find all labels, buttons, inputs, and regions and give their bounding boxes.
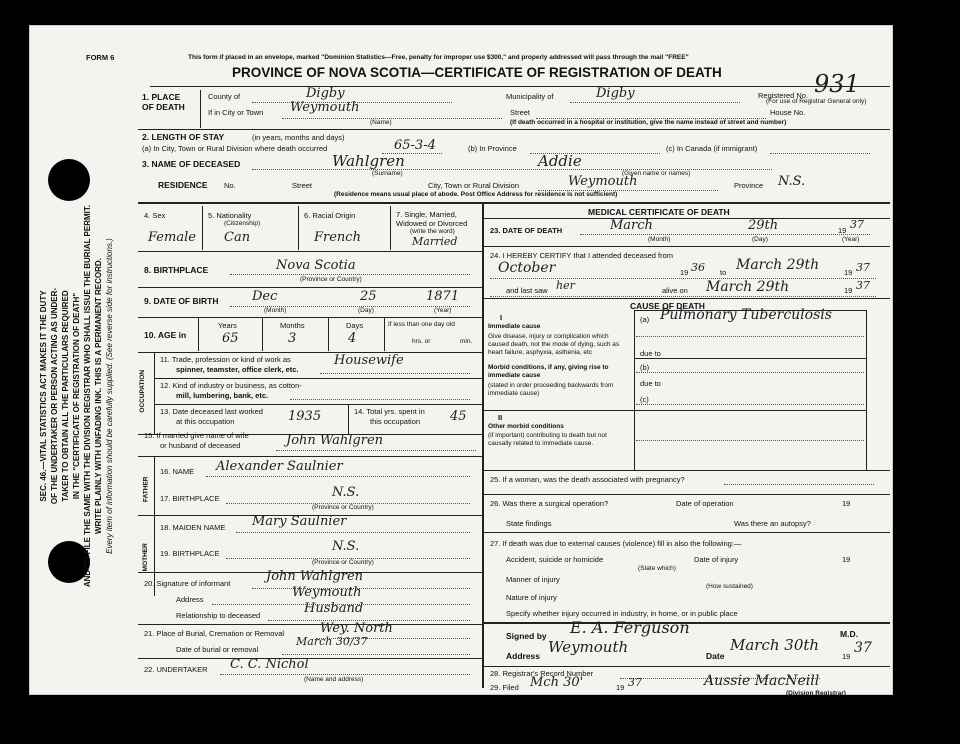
side-line: AND TO FILE THE SAME WITH THE DIVISION REGISTRAR WHO SHALL ISSUE THE BURIAL PERMIT. — [83, 204, 92, 588]
roman-two: II — [498, 413, 503, 422]
nationality-value: Can — [224, 230, 251, 245]
age-months-value: 3 — [288, 331, 297, 346]
immediate-label: Immediate cause — [488, 323, 541, 330]
signature-date-label: Date — [706, 651, 725, 661]
months-label: Months — [280, 321, 305, 330]
attended-from-prefix: 19 — [680, 268, 689, 277]
years-label: Years — [218, 321, 237, 330]
cause-a-label: (a) — [640, 315, 650, 324]
informant-address-value: Weymouth — [292, 585, 362, 600]
autopsy-label: Was there an autopsy? — [734, 519, 811, 528]
street-label: Street — [510, 108, 531, 117]
city-label: If in City or Town — [208, 108, 264, 117]
occupation-vertical: OCCUPATION — [139, 369, 147, 413]
month-caption: (Month) — [264, 307, 287, 314]
last-saw-date: March 29th — [706, 279, 790, 295]
hospital-note: (If death occurred in a hospital or institution, give the name instead of street and number) — [510, 119, 787, 126]
municipality-label: Municipality of — [506, 92, 554, 101]
county-value: Digby — [306, 86, 345, 101]
house-no-label: House No. — [770, 108, 806, 117]
other-morbid-desc: (if important) contributing to death but not causally related to immediate cause. — [488, 432, 607, 447]
last-worked-hint: at this occupation — [176, 417, 235, 426]
immediate-desc: Give disease, injury or complication which caused death, not the mode of dying, such as heart failure, asphyxia, asthenia, etc — [488, 333, 620, 356]
other-morbid-label: Other morbid conditions — [488, 423, 564, 430]
informant-label: 20. Signature of informant — [144, 579, 231, 588]
signed-by-label: Signed by — [506, 631, 547, 641]
father-birthplace-value: N.S. — [332, 485, 360, 500]
relationship-label: Relationship to deceased — [176, 611, 261, 620]
certify-label: 24. I HEREBY CERTIFY that I attended deceased from — [490, 251, 674, 260]
signature-date-value: March 30th — [730, 636, 820, 654]
specify-label: Specify whether injury occurred in industry, in home, or in public place — [506, 609, 738, 618]
accident-label: Accident, suicide or homicide — [506, 555, 604, 564]
md-label: M.D. — [840, 629, 858, 639]
stay-city-value: 65-3-4 — [394, 138, 436, 153]
to-label: to — [720, 268, 727, 277]
sex-label: 4. Sex — [144, 211, 166, 220]
residence-city-value: Weymouth — [568, 174, 638, 189]
burial-place-value: Wey. North — [320, 621, 393, 636]
last-worked-label: 13. Date deceased last worked — [160, 407, 263, 416]
municipality-value: Digby — [596, 86, 635, 101]
residence-province-value: N.S. — [778, 174, 806, 189]
medical-header: MEDICAL CERTIFICATE OF DEATH — [588, 207, 730, 217]
nationality-label: 5. Nationality — [208, 211, 252, 220]
death-day-value: 29th — [748, 218, 779, 233]
trade-hint: spinner, teamster, office clerk, etc. — [176, 365, 299, 374]
informant-address-label: Address — [176, 595, 204, 604]
cause-a-value: Pulmonary Tuberculosis — [660, 307, 832, 323]
stay-province-label: (b) In Province — [468, 144, 517, 153]
undertaker-label: 22. UNDERTAKER — [144, 665, 208, 674]
total-years-hint: this occupation — [370, 417, 421, 426]
father-name-label: 16. NAME — [160, 467, 195, 476]
division-registrar-caption: (Division Registrar) — [786, 690, 846, 697]
birthplace-label: 8. BIRTHPLACE — [144, 265, 209, 275]
informant-signature: John Wahlgren — [266, 569, 364, 584]
spouse-hint: or husband of deceased — [160, 441, 241, 450]
state-which-caption: (State which) — [638, 565, 676, 572]
mother-vertical: MOTHER — [141, 543, 149, 572]
injury-date-label: Date of injury — [694, 555, 739, 564]
registered-no-value: 931 — [814, 70, 860, 98]
given-caption: (Given name or names) — [622, 170, 691, 177]
operation-year-prefix: 19 — [842, 499, 851, 508]
mother-name-label: 18. MAIDEN NAME — [160, 523, 226, 532]
due-to-2: due to — [640, 379, 661, 388]
burial-date-label: Date of burial or removal — [176, 645, 259, 654]
city-value: Weymouth — [290, 100, 360, 115]
last-saw-year: 37 — [856, 279, 870, 292]
residence-province-label: Province — [734, 181, 764, 190]
industry-label: 12. Kind of industry or business, as cotton- — [160, 381, 302, 390]
hrs-label: hrs. or — [412, 338, 431, 345]
industry-hint: mill, lumbering, bank, etc. — [176, 391, 269, 400]
death-year-caption: (Year) — [842, 236, 860, 243]
sex-value: Female — [148, 230, 196, 245]
q27-label: 27. If death was due to external causes (violence) fill in also the following:— — [490, 539, 742, 548]
residence-no-label: No. — [224, 181, 236, 190]
dob-label: 9. DATE OF BIRTH — [144, 296, 219, 306]
death-month-caption: (Month) — [648, 236, 671, 243]
state-findings-label: State findings — [506, 519, 552, 528]
morbid-label: Morbid conditions, if any, giving rise to immediate cause — [488, 364, 609, 379]
spouse-value: John Wahlgren — [286, 433, 384, 448]
deceased-label: 3. NAME OF DECEASED — [142, 159, 241, 169]
less-day-label: If less than one day old — [388, 321, 455, 328]
morbid-desc: (stated in order proceeding backwards from immediate cause) — [488, 382, 614, 397]
birthplace-caption: (Province or Country) — [300, 276, 362, 283]
length-of-stay-label: 2. LENGTH OF STAY — [142, 132, 225, 142]
name-caption: (Name) — [370, 119, 392, 126]
signature-address-label: Address — [506, 651, 541, 661]
filed-value: Mch 30' — [530, 675, 584, 690]
spouse-label: 15. If married give name of wife — [144, 431, 249, 440]
signature-year-value: 37 — [854, 640, 872, 656]
registrar-note: (For use of Registrar General only) — [766, 98, 867, 105]
q26-label: 26. Was there a surgical operation? — [490, 499, 609, 508]
surname-caption: (Surname) — [372, 170, 403, 177]
page-title: PROVINCE OF NOVA SCOTIA—CERTIFICATE OF REGISTRATION OF DEATH — [232, 65, 722, 80]
marital-caption: (write the word) — [410, 228, 455, 235]
racial-label: 6. Racial Origin — [304, 211, 356, 220]
signed-by-value: E. A. Ferguson — [570, 618, 690, 637]
residence-label: RESIDENCE — [158, 180, 208, 190]
division-registrar-signature: Aussie MacNeill — [704, 673, 820, 689]
attended-to-prefix: 19 — [844, 268, 853, 277]
filed-year-prefix: 19 — [616, 683, 625, 692]
form-number: FORM 6 — [86, 53, 115, 62]
cause-c-label: (c) — [640, 395, 649, 404]
stay-canada-label: (c) In Canada (if immigrant) — [666, 144, 758, 153]
attended-from-value: October — [498, 260, 556, 276]
deceased-surname: Wahlgren — [332, 152, 405, 170]
birthplace-value: Nova Scotia — [276, 258, 356, 273]
death-certificate — [30, 26, 892, 697]
trade-value: Housewife — [334, 353, 404, 368]
father-province-caption: (Province or Country) — [312, 504, 374, 511]
place-of-death-label: 1. PLACE OF DEATH — [142, 92, 185, 112]
how-sustained-caption: (How sustained) — [706, 583, 753, 590]
side-line: OF THE UNDERTAKER OR PERSON ACTING AS UNDER- — [50, 287, 59, 505]
father-name-value: Alexander Saulnier — [216, 459, 343, 474]
death-day-caption: (Day) — [752, 236, 768, 243]
filed-year-value: 37 — [628, 676, 642, 689]
last-saw-label: and last saw — [506, 286, 548, 295]
death-year-prefix: 19 — [838, 226, 847, 235]
length-of-stay-hint: (in years, months and days) — [252, 133, 345, 142]
burial-date-value: March 30/37 — [296, 635, 368, 648]
age-years-value: 65 — [222, 331, 239, 346]
manner-label: Manner of injury — [506, 575, 560, 584]
father-vertical: FATHER — [142, 476, 150, 503]
registered-no-label: Registered No. — [758, 91, 809, 100]
operation-date-label: Date of operation — [676, 499, 734, 508]
marital-value: Married — [412, 235, 458, 248]
q25-label: 25. If a woman, was the death associated with pregnancy? — [490, 475, 685, 484]
death-month-value: March — [610, 218, 653, 233]
attended-to-value: March 29th — [736, 257, 820, 273]
last-worked-value: 1935 — [288, 409, 322, 424]
cause-b-label: (b) — [640, 363, 650, 372]
age-label: 10. AGE in — [144, 330, 187, 340]
age-days-value: 4 — [348, 331, 357, 346]
side-instructions — [38, 90, 126, 702]
side-line: Every item of information should be carefully supplied. (See reverse side for instructions.) — [105, 238, 114, 554]
undertaker-caption: (Name and address) — [304, 676, 364, 683]
last-saw-prefix: 19 — [844, 286, 853, 295]
residence-city-label: City, Town or Rural Division — [428, 181, 519, 190]
mother-province-caption: (Province or Country) — [312, 559, 374, 566]
father-birthplace-label: 17. BIRTHPLACE — [160, 494, 220, 503]
dob-month-value: Dec — [252, 289, 278, 304]
deceased-given: Addie — [538, 152, 582, 170]
total-years-value: 45 — [450, 409, 467, 424]
attended-from-year: 36 — [691, 261, 705, 274]
nationality-caption: (Citizenship) — [224, 220, 261, 227]
date-of-death-label: 23. DATE OF DEATH — [490, 226, 563, 235]
racial-value: French — [314, 230, 361, 245]
mother-name-value: Mary Saulnier — [252, 514, 347, 529]
days-label: Days — [346, 321, 364, 330]
marital-label: 7. Single, Married, Widowed or Divorced — [396, 210, 468, 228]
min-label: min. — [460, 338, 473, 345]
total-years-label: 14. Total yrs. spent in — [354, 407, 425, 416]
record-number-label: 28. Registrar's Record Number — [490, 669, 594, 678]
trade-label: 11. Trade, profession or kind of work as — [160, 355, 291, 364]
year-caption: (Year) — [434, 307, 452, 314]
signature-year-prefix: 19 — [842, 652, 851, 661]
due-to-1: due to — [640, 349, 661, 358]
alive-on-label: alive on — [662, 286, 688, 295]
nature-label: Nature of injury — [506, 593, 557, 602]
side-line: WRITE PLAINLY WITH UNFADING INK. THIS IS A PERMANENT RECORD. — [94, 258, 103, 534]
dob-year-value: 1871 — [426, 289, 460, 304]
mother-birthplace-label: 19. BIRTHPLACE — [160, 549, 220, 558]
relationship-value: Husband — [304, 601, 364, 616]
county-label: County of — [208, 92, 241, 101]
death-year-value: 37 — [850, 218, 864, 231]
residence-note: (Residence means usual place of abode. Post Office Address for residence is not sufficient) — [334, 191, 618, 198]
last-saw-pronoun: her — [556, 279, 575, 292]
injury-year-prefix: 19 — [842, 555, 851, 564]
day-caption: (Day) — [358, 307, 374, 314]
mail-note: This form if placed in an envelope, marked "Dominion Statistics—Free, penalty for improper use $300," and properly addressed will pass through the mail "FREE" — [188, 54, 689, 61]
mother-birthplace-value: N.S. — [332, 539, 360, 554]
side-line: IN THE "CERTIFICATE OF REGISTRATION OF DEATH" — [72, 292, 81, 500]
side-line: SEC. 46.—VITAL STATISTICS ACT MAKES IT THE DUTY — [39, 290, 48, 502]
dob-day-value: 25 — [360, 289, 377, 304]
signature-address-value: Weymouth — [548, 638, 629, 656]
cause-header: CAUSE OF DEATH — [630, 301, 705, 311]
filed-label: 29. Filed — [490, 683, 519, 692]
attended-to-year: 37 — [856, 261, 870, 274]
side-line: TAKER TO OBTAIN ALL THE PARTICULARS REQUIRED — [61, 290, 70, 502]
stay-city-label: (a) In City, Town or Rural Division where death occurred — [142, 144, 328, 153]
burial-place-label: 21. Place of Burial, Cremation or Removal — [144, 629, 285, 638]
residence-street-label: Street — [292, 181, 313, 190]
roman-one: I — [500, 313, 503, 322]
undertaker-value: C. C. Nichol — [230, 657, 309, 672]
